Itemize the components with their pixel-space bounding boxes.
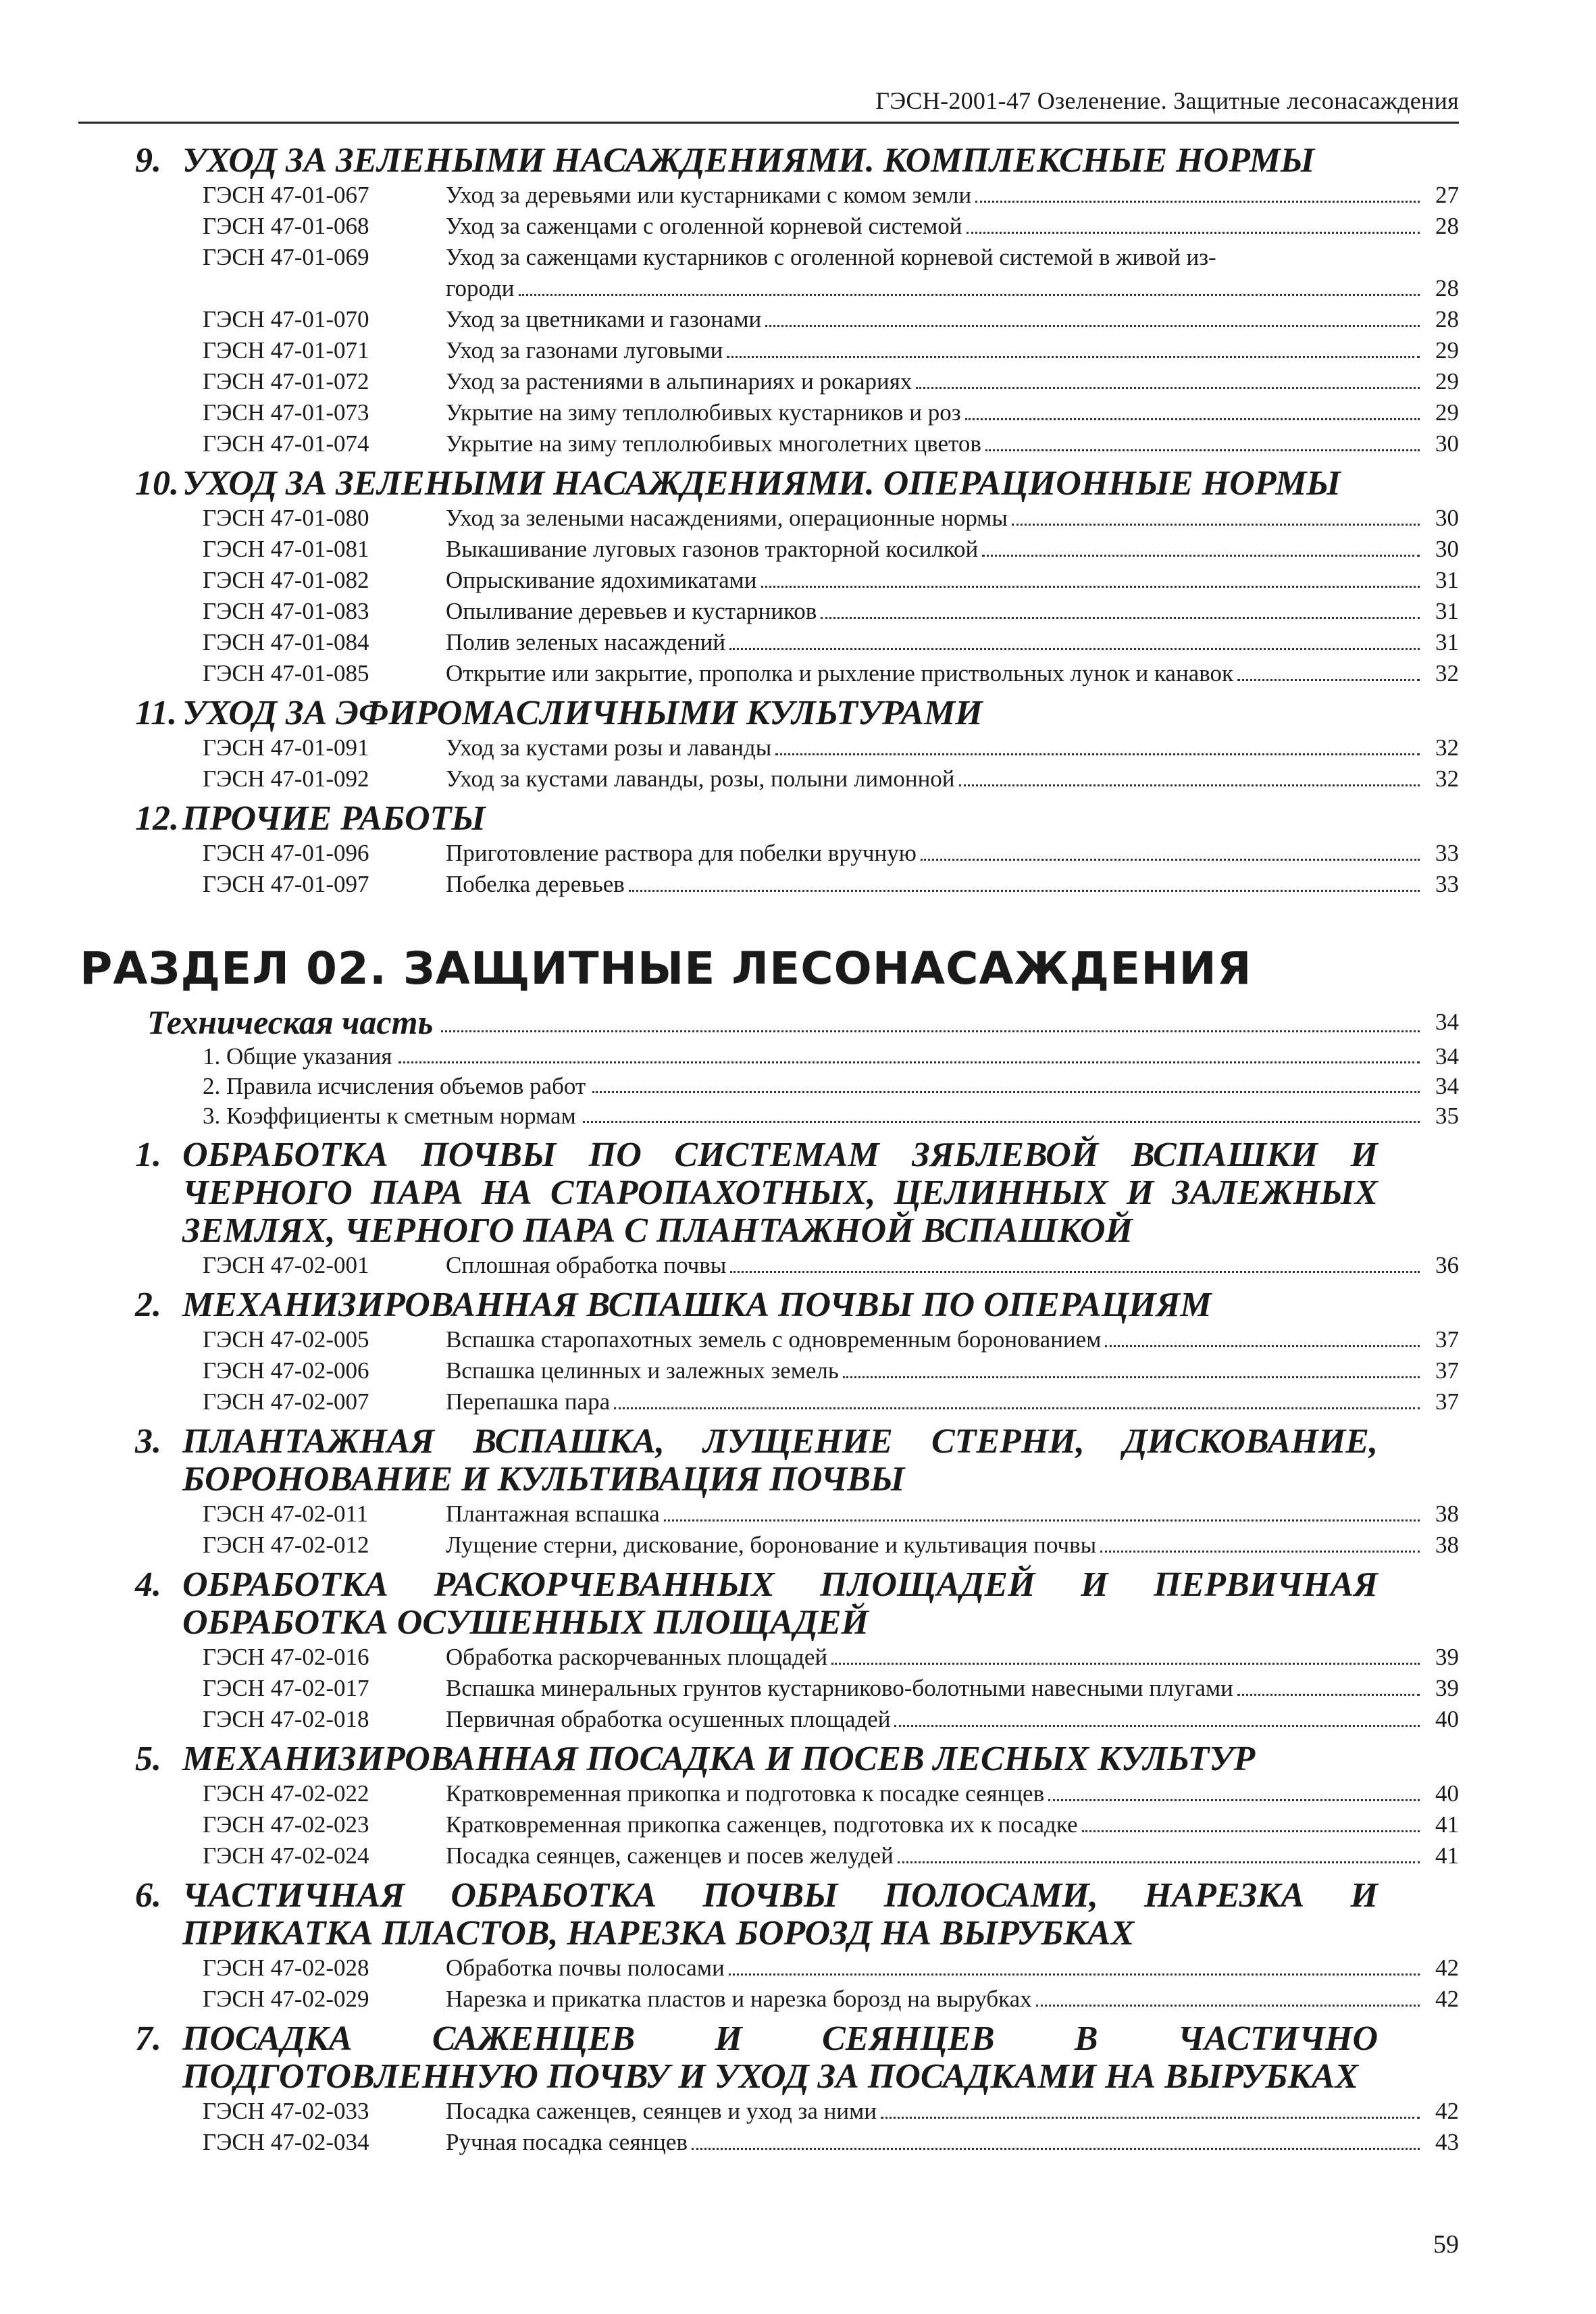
toc-section bbox=[0, 142, 1596, 459]
section-title-text: ПЛАНТАЖНАЯ ВСПАШКА, ЛУЩЕНИЕ СТЕРНИ, ДИСКОВАНИЕ, БОРОНОВАНИЕ И КУЛЬТИВАЦИЯ ПОЧВЫ bbox=[182, 1422, 1378, 1499]
dot-leader bbox=[727, 356, 1420, 358]
toc-section bbox=[0, 1423, 1596, 1561]
norm-title: Приготовление раствора для побелки вручную bbox=[446, 840, 917, 866]
section-number: 5. bbox=[135, 1740, 161, 1778]
page-ref: 28 bbox=[1435, 213, 1459, 239]
toc-entry bbox=[0, 1778, 1459, 1809]
section-title bbox=[0, 2020, 1378, 2096]
toc-entry bbox=[0, 366, 1459, 397]
section-number: 2. bbox=[135, 1286, 161, 1324]
page-number: 59 bbox=[1433, 2230, 1459, 2259]
page-ref: 34 bbox=[1435, 1073, 1459, 1099]
page-ref: 40 bbox=[1435, 1780, 1459, 1807]
toc-section bbox=[0, 695, 1596, 795]
table-of-contents bbox=[0, 136, 1596, 2158]
toc-entry bbox=[0, 1809, 1459, 1840]
toc-entry bbox=[0, 1386, 1459, 1417]
section-number: 7. bbox=[135, 2019, 161, 2058]
subitem-label: 2. Правила исчисления объемов работ bbox=[203, 1073, 586, 1099]
norm-code: ГЭСН 47-01-068 bbox=[203, 213, 369, 239]
dot-leader bbox=[664, 1519, 1420, 1521]
toc-entry bbox=[0, 503, 1459, 534]
dot-leader bbox=[775, 753, 1420, 755]
norm-code: ГЭСН 47-02-024 bbox=[203, 1842, 369, 1869]
norm-title: Обработка раскорчеванных площадей bbox=[446, 1644, 828, 1670]
page-ref: 37 bbox=[1435, 1388, 1459, 1415]
norm-title: Укрытие на зиму теплолюбивых кустарников и роз bbox=[446, 399, 961, 426]
toc-entry bbox=[0, 658, 1459, 689]
norm-code: ГЭСН 47-02-023 bbox=[203, 1811, 369, 1838]
dot-leader bbox=[614, 1407, 1420, 1409]
dot-leader bbox=[1105, 1345, 1420, 1347]
toc-section bbox=[0, 800, 1596, 900]
dot-leader bbox=[592, 1091, 1420, 1093]
norm-title: Выкашивание луговых газонов тракторной косилкой bbox=[446, 536, 979, 562]
toc-entry bbox=[0, 627, 1459, 658]
technical-subitem bbox=[0, 1042, 1459, 1072]
section-number: 10. bbox=[135, 464, 179, 503]
page-ref: 29 bbox=[1435, 399, 1459, 426]
toc-entry bbox=[0, 1984, 1459, 2015]
norm-title: Уход за цветниками и газонами bbox=[446, 306, 762, 332]
norm-title: Лущение стерни, дискование, боронование и культивация почвы bbox=[446, 1532, 1097, 1558]
toc-entry bbox=[0, 180, 1459, 211]
norm-code: ГЭСН 47-02-001 bbox=[203, 1252, 369, 1278]
page-ref: 27 bbox=[1435, 182, 1459, 208]
section-title-text: УХОД ЗА ЗЕЛЕНЫМИ НАСАЖДЕНИЯМИ. ОПЕРАЦИОННЫЕ НОРМЫ bbox=[182, 464, 1341, 503]
norm-title: Посадка сеянцев, саженцев и посев желудей bbox=[446, 1842, 894, 1869]
norm-code: ГЭСН 47-01-085 bbox=[203, 660, 369, 686]
toc-entry bbox=[0, 304, 1459, 335]
dot-leader bbox=[761, 586, 1420, 588]
dot-leader bbox=[1237, 679, 1420, 681]
norm-code: ГЭСН 47-02-016 bbox=[203, 1644, 369, 1670]
dot-leader bbox=[730, 1271, 1420, 1273]
norm-code: ГЭСН 47-02-012 bbox=[203, 1532, 369, 1558]
norm-title: Ручная посадка сеянцев bbox=[446, 2129, 688, 2155]
section-title-text: МЕХАНИЗИРОВАННАЯ ПОСАДКА И ПОСЕВ ЛЕСНЫХ КУЛЬТУР bbox=[182, 1740, 1256, 1778]
dot-leader bbox=[629, 890, 1420, 892]
norm-title: Обработка почвы полосами bbox=[446, 1955, 725, 1981]
dot-leader bbox=[729, 648, 1420, 650]
technical-part-label: Техническая часть bbox=[147, 1003, 434, 1041]
page-ref: 34 bbox=[1435, 1009, 1459, 1035]
toc-entry bbox=[0, 565, 1459, 596]
norm-title: Уход за деревьями или кустарниками с комом земли bbox=[446, 182, 972, 208]
page-ref: 42 bbox=[1435, 1955, 1459, 1981]
section-number: 11. bbox=[135, 694, 178, 732]
norm-title: Открытие или закрытие, прополка и рыхление приствольных лунок и канавок bbox=[446, 660, 1234, 686]
subitem-label: 3. Коэффициенты к сметным нормам bbox=[203, 1103, 576, 1129]
page-ref: 39 bbox=[1435, 1675, 1459, 1701]
page-ref: 32 bbox=[1435, 660, 1459, 686]
page-ref: 38 bbox=[1435, 1532, 1459, 1558]
norm-code: ГЭСН 47-01-071 bbox=[203, 337, 369, 363]
toc-entry bbox=[0, 596, 1459, 627]
norm-code: ГЭСН 47-02-005 bbox=[203, 1326, 369, 1353]
toc-entry bbox=[0, 1530, 1459, 1561]
norm-title: Уход за кустами лаванды, розы, полыни лимонной bbox=[446, 765, 955, 792]
page-ref: 42 bbox=[1435, 2098, 1459, 2124]
norm-title: Опрыскивание ядохимикатами bbox=[446, 567, 757, 593]
norm-code: ГЭСН 47-01-082 bbox=[203, 567, 369, 593]
norm-code: ГЭСН 47-02-018 bbox=[203, 1706, 369, 1732]
section-title-text: УХОД ЗА ЗЕЛЕНЫМИ НАСАЖДЕНИЯМИ. КОМПЛЕКСНЫЕ НОРМЫ bbox=[182, 141, 1315, 180]
dot-leader bbox=[821, 617, 1420, 619]
dot-leader bbox=[1012, 524, 1420, 526]
norm-code: ГЭСН 47-02-028 bbox=[203, 1955, 369, 1981]
section-number: 9. bbox=[135, 141, 161, 180]
dot-leader bbox=[1036, 2005, 1420, 2007]
toc-entry bbox=[0, 1704, 1459, 1735]
dot-leader bbox=[894, 1725, 1420, 1727]
page-ref: 28 bbox=[1435, 306, 1459, 332]
page-ref: 35 bbox=[1435, 1103, 1459, 1129]
dot-leader bbox=[1048, 1799, 1420, 1801]
section-title-text: УХОД ЗА ЭФИРОМАСЛИЧНЫМИ КУЛЬТУРАМИ bbox=[182, 694, 983, 732]
norm-code: ГЭСН 47-01-083 bbox=[203, 598, 369, 624]
norm-code: ГЭСН 47-02-006 bbox=[203, 1357, 369, 1384]
norm-title: Уход за газонами луговыми bbox=[446, 337, 723, 363]
norm-title: Нарезка и прикатка пластов и нарезка борозд на вырубках bbox=[446, 1986, 1032, 2012]
dot-leader bbox=[519, 294, 1420, 296]
dot-leader bbox=[965, 418, 1420, 420]
dot-leader bbox=[982, 555, 1420, 557]
toc-entry bbox=[0, 1324, 1459, 1355]
section-title bbox=[0, 1423, 1378, 1499]
page-ref: 32 bbox=[1435, 734, 1459, 761]
norm-title: Вспашка минеральных грунтов кустарниково-болотными навесными плугами bbox=[446, 1675, 1233, 1701]
dot-leader bbox=[692, 2148, 1420, 2150]
toc-section bbox=[0, 1136, 1596, 1281]
toc-section bbox=[0, 465, 1596, 689]
dot-leader bbox=[1100, 1551, 1420, 1553]
toc-entry bbox=[0, 211, 1459, 242]
norm-code: ГЭСН 47-02-007 bbox=[203, 1388, 369, 1415]
toc-entry bbox=[0, 1642, 1459, 1673]
page-ref: 37 bbox=[1435, 1326, 1459, 1353]
section-title bbox=[0, 1566, 1378, 1642]
dot-leader bbox=[985, 449, 1420, 451]
norm-code: ГЭСН 47-02-033 bbox=[203, 2098, 369, 2124]
page-ref: 40 bbox=[1435, 1706, 1459, 1732]
dot-leader bbox=[967, 232, 1420, 234]
norm-title-cont: городи bbox=[446, 275, 515, 301]
norm-code: ГЭСН 47-01-084 bbox=[203, 629, 369, 655]
part-heading: РАЗДЕЛ 02. ЗАЩИТНЫЕ ЛЕСОНАСАЖДЕНИЯ bbox=[80, 942, 1252, 995]
section-title-text: МЕХАНИЗИРОВАННАЯ ВСПАШКА ПОЧВЫ ПО ОПЕРАЦИЯМ bbox=[182, 1286, 1212, 1324]
dot-leader bbox=[1082, 1830, 1420, 1832]
norm-code: ГЭСН 47-02-017 bbox=[203, 1675, 369, 1701]
toc-entry bbox=[0, 1355, 1459, 1386]
dot-leader bbox=[831, 1663, 1420, 1665]
dot-leader bbox=[583, 1121, 1420, 1123]
section-title bbox=[0, 1740, 1378, 1778]
section-title bbox=[0, 800, 1378, 838]
norm-title: Побелка деревьев bbox=[446, 871, 625, 897]
page-ref: 42 bbox=[1435, 1986, 1459, 2012]
toc-entry bbox=[0, 1673, 1459, 1704]
toc-entry bbox=[0, 869, 1459, 900]
toc-section bbox=[0, 1566, 1596, 1735]
norm-title: Уход за саженцами кустарников с оголенной корневой системой в живой из- bbox=[446, 244, 1216, 270]
section-number: 4. bbox=[135, 1565, 161, 1604]
norm-code: ГЭСН 47-01-070 bbox=[203, 306, 369, 332]
dot-leader bbox=[729, 1973, 1420, 1976]
dot-leader bbox=[921, 859, 1420, 861]
subitem-label: 1. Общие указания bbox=[203, 1043, 392, 1070]
toc-entry bbox=[0, 2127, 1459, 2158]
toc-entry bbox=[0, 428, 1459, 459]
norm-title: Уход за зелеными насаждениями, операционные нормы bbox=[446, 505, 1008, 531]
toc-entry bbox=[0, 763, 1459, 795]
toc-entry bbox=[0, 838, 1459, 869]
page-ref: 33 bbox=[1435, 840, 1459, 866]
norm-title: Вспашка старопахотных земель с одновременным боронованием bbox=[446, 1326, 1102, 1353]
section-number: 6. bbox=[135, 1876, 161, 1915]
page-ref: 38 bbox=[1435, 1501, 1459, 1527]
section-title-text: ОБРАБОТКА ПОЧВЫ ПО СИСТЕМАМ ЗЯБЛЕВОЙ ВСПАШКИ И ЧЕРНОГО ПАРА НА СТАРОПАХОТНЫХ, ЦЕЛИННЫХ И ЗАЛЕЖНЫХ ЗЕМЛЯХ, ЧЕРНОГО ПАРА С ПЛАНТАЖНОЙ ВСПАШКОЙ bbox=[182, 1136, 1378, 1250]
section-title-text: ПРОЧИЕ РАБОТЫ bbox=[182, 799, 486, 838]
toc-entry bbox=[0, 335, 1459, 366]
page-ref: 30 bbox=[1435, 430, 1459, 457]
norm-code: ГЭСН 47-01-096 bbox=[203, 840, 369, 866]
section-title-text: ЧАСТИЧНАЯ ОБРАБОТКА ПОЧВЫ ПОЛОСАМИ, НАРЕЗКА И ПРИКАТКА ПЛАСТОВ, НАРЕЗКА БОРОЗД НА ВЫРУБКАХ bbox=[182, 1876, 1378, 1953]
section-title bbox=[0, 695, 1378, 732]
norm-title: Первичная обработка осушенных площадей bbox=[446, 1706, 891, 1732]
toc-section bbox=[0, 1740, 1596, 1871]
section-title bbox=[0, 1136, 1378, 1250]
toc-entry bbox=[0, 1499, 1459, 1530]
dot-leader bbox=[843, 1376, 1420, 1378]
norm-title: Посадка саженцев, сеянцев и уход за ними bbox=[446, 2098, 877, 2124]
norm-title: Вспашка целинных и залежных земель bbox=[446, 1357, 839, 1384]
norm-code: ГЭСН 47-02-029 bbox=[203, 1986, 369, 2012]
page-ref: 31 bbox=[1435, 629, 1459, 655]
toc-section bbox=[0, 2020, 1596, 2158]
section-title bbox=[0, 1877, 1378, 1953]
section-title-text: ПОСАДКА САЖЕНЦЕВ И СЕЯНЦЕВ В ЧАСТИЧНО ПОДГОТОВЛЕННУЮ ПОЧВУ И УХОД ЗА ПОСАДКАМИ НА ВЫРУБКАХ bbox=[182, 2019, 1378, 2096]
toc-entry bbox=[0, 732, 1459, 763]
norm-code: ГЭСН 47-01-097 bbox=[203, 871, 369, 897]
page-ref: 31 bbox=[1435, 567, 1459, 593]
norm-title: Перепашка пара bbox=[446, 1388, 611, 1415]
running-header: ГЭСН-2001-47 Озеленение. Защитные лесонасаждения bbox=[875, 87, 1459, 114]
dot-leader bbox=[765, 325, 1420, 327]
toc-entry-line bbox=[0, 242, 1596, 273]
toc-entry bbox=[0, 1840, 1459, 1871]
norm-title: Уход за кустами розы и лаванды bbox=[446, 734, 772, 761]
toc-section bbox=[0, 1877, 1596, 2015]
page-ref: 29 bbox=[1435, 337, 1459, 363]
norm-code: ГЭСН 47-02-034 bbox=[203, 2129, 369, 2155]
dot-leader bbox=[441, 1030, 1420, 1032]
section-number: 12. bbox=[135, 799, 179, 838]
dot-leader bbox=[881, 2117, 1420, 2119]
page-ref: 29 bbox=[1435, 368, 1459, 395]
toc-entry bbox=[0, 534, 1459, 565]
toc-entry bbox=[0, 2096, 1459, 2127]
page-ref: 36 bbox=[1435, 1252, 1459, 1278]
norm-code: ГЭСН 47-01-074 bbox=[203, 430, 369, 457]
page-ref: 30 bbox=[1435, 505, 1459, 531]
norm-title: Уход за растениями в альпинариях и рокариях bbox=[446, 368, 912, 395]
section-title bbox=[0, 1286, 1378, 1324]
section-title-text: ОБРАБОТКА РАСКОРЧЕВАННЫХ ПЛОЩАДЕЙ И ПЕРВИЧНАЯ ОБРАБОТКА ОСУШЕННЫХ ПЛОЩАДЕЙ bbox=[182, 1565, 1378, 1642]
norm-code: ГЭСН 47-01-092 bbox=[203, 765, 369, 792]
norm-code: ГЭСН 47-02-011 bbox=[203, 1501, 369, 1527]
norm-code: ГЭСН 47-01-069 bbox=[203, 244, 369, 270]
page-ref: 32 bbox=[1435, 765, 1459, 792]
section-number: 3. bbox=[135, 1422, 161, 1461]
norm-code: ГЭСН 47-01-091 bbox=[203, 734, 369, 761]
dot-leader bbox=[959, 784, 1420, 786]
page-ref: 39 bbox=[1435, 1644, 1459, 1670]
norm-title: Кратковременная прикопка и подготовка к посадке сеянцев bbox=[446, 1780, 1045, 1807]
dot-leader bbox=[916, 387, 1420, 389]
section-title bbox=[0, 465, 1378, 503]
toc-entry bbox=[0, 242, 1596, 304]
dot-leader bbox=[398, 1061, 1420, 1063]
section-number: 1. bbox=[135, 1136, 161, 1174]
norm-title: Сплошная обработка почвы bbox=[446, 1252, 727, 1278]
norm-title: Кратковременная прикопка саженцев, подготовка их к посадке bbox=[446, 1811, 1078, 1838]
toc-entry bbox=[0, 1250, 1459, 1281]
toc-entry bbox=[0, 397, 1459, 428]
dot-leader bbox=[975, 201, 1420, 203]
page-ref: 41 bbox=[1435, 1842, 1459, 1869]
section-title bbox=[0, 142, 1378, 180]
technical-subitem bbox=[0, 1101, 1459, 1131]
toc-entry bbox=[0, 1953, 1459, 1984]
norm-title: Полив зеленых насаждений bbox=[446, 629, 726, 655]
technical-part-entry bbox=[0, 1003, 1459, 1042]
dot-leader bbox=[1237, 1694, 1420, 1696]
norm-title: Плантажная вспашка bbox=[446, 1501, 660, 1527]
page-ref: 33 bbox=[1435, 871, 1459, 897]
dot-leader bbox=[898, 1861, 1420, 1863]
page-ref: 28 bbox=[1435, 275, 1459, 301]
page-ref: 30 bbox=[1435, 536, 1459, 562]
page-ref: 34 bbox=[1435, 1043, 1459, 1070]
norm-title: Опыливание деревьев и кустарников bbox=[446, 598, 817, 624]
norm-code: ГЭСН 47-01-081 bbox=[203, 536, 369, 562]
norm-title: Уход за саженцами с оголенной корневой системой bbox=[446, 213, 962, 239]
norm-code: ГЭСН 47-01-072 bbox=[203, 368, 369, 395]
page-ref: 41 bbox=[1435, 1811, 1459, 1838]
norm-code: ГЭСН 47-01-067 bbox=[203, 182, 369, 208]
page-ref: 37 bbox=[1435, 1357, 1459, 1384]
page-ref: 31 bbox=[1435, 598, 1459, 624]
page-ref: 43 bbox=[1435, 2129, 1459, 2155]
norm-code: ГЭСН 47-01-080 bbox=[203, 505, 369, 531]
norm-code: ГЭСН 47-02-022 bbox=[203, 1780, 369, 1807]
toc-section bbox=[0, 1286, 1596, 1417]
toc-entry-line bbox=[0, 273, 1459, 304]
norm-title: Укрытие на зиму теплолюбивых многолетних цветов bbox=[446, 430, 981, 457]
header-rule bbox=[78, 122, 1459, 124]
norm-code: ГЭСН 47-01-073 bbox=[203, 399, 369, 426]
technical-subitem bbox=[0, 1072, 1459, 1101]
